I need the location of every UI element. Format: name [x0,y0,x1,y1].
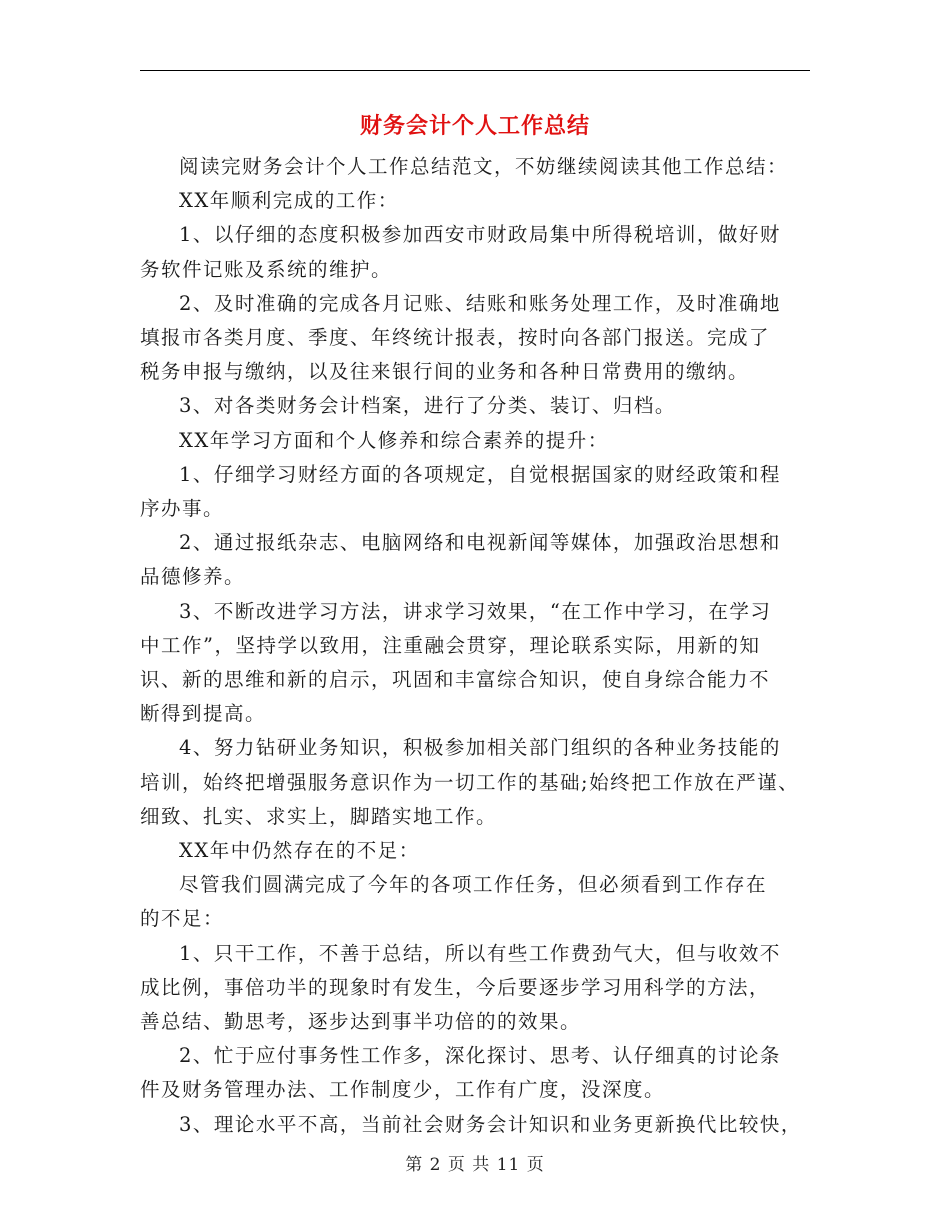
page-number-footer: 第 2 页 共 11 页 [405,1155,545,1175]
paragraph [140,218,810,286]
paragraph-line: 的不足： [140,907,225,931]
paragraph-line: 3、不断改进学习方法，讲求学习效果，“在工作中学习，在学习 [179,599,772,623]
paragraph [140,287,810,390]
document-title: 财务会计个人工作总结 [359,113,590,139]
paragraph-line: 品德修养。 [140,565,246,589]
paragraph-line: 尽管我们圆满完成了今年的各项工作任务，但必须看到工作存在 [179,873,768,897]
paragraph-line: 4、努力钻研业务知识，积极参加相关部门组织的各种业务技能的 [179,736,781,760]
paragraph-line: 识、新的思维和新的启示，巩固和丰富综合知识，使自身综合能力不 [140,668,771,692]
paragraph-line: 1、仔细学习财经方面的各项规定，自觉根据国家的财经政策和程 [179,462,781,486]
paragraph [140,595,810,732]
paragraph-line: 断得到提高。 [140,702,267,726]
paragraph [140,1108,810,1142]
paragraph-line: 成比例，事倍功半的现象时有发生，今后要逐步学习用科学的方法， [140,975,771,999]
paragraph-line: 务软件记账及系统的维护。 [140,257,393,281]
paragraph-line: 细致、扎实、求实上，脚踏实地工作。 [140,804,498,828]
paragraph-line: 中工作”，坚持学以致用，注重融会贯穿，理论联系实际，用新的知 [140,633,761,657]
paragraph-line: 3、对各类财务会计档案，进行了分类、装订、归档。 [179,394,676,418]
paragraph [140,868,810,936]
paragraph [140,424,810,458]
document-body [140,150,810,1142]
paragraph-line: 培训，始终把增强服务意识作为一切工作的基础;始终把工作放在严谨、 [140,770,800,794]
paragraph [140,1039,810,1107]
paragraph [140,184,810,218]
paragraph-line: XX年学习方面和个人修养和综合素养的提升： [179,428,609,452]
paragraph-line: 税务申报与缴纳，以及往来银行间的业务和各种日常费用的缴纳。 [140,360,750,384]
paragraph-line: 件及财务管理办法、工作制度少，工作有广度，没深度。 [140,1078,666,1102]
paragraph-line: 善总结、勤思考，逐步达到事半功倍的的效果。 [140,1010,582,1034]
paragraph-line: 阅读完财务会计个人工作总结范文，不妨继续阅读其他工作总结： [179,155,789,178]
paragraph-line: 2、及时准确的完成各月记账、结账和账务处理工作，及时准确地 [179,291,781,315]
paragraph-line: 2、忙于应付事务性工作多，深化探讨、思考、认仔细真的讨论条 [179,1044,781,1068]
header-rule [140,70,810,71]
paragraph-line: 1、只干工作，不善于总结，所以有些工作费劲气大，但与收效不 [179,941,781,965]
paragraph [140,937,810,1040]
paragraph-line: XX年顺利完成的工作： [179,189,399,213]
paragraph [140,458,810,526]
paragraph [140,834,810,868]
paragraph-line: 填报市各类月度、季度、年终统计报表，按时向各部门报送。完成了 [140,326,771,350]
paragraph-line: 2、通过报纸杂志、电脑网络和电视新闻等媒体，加强政治思想和 [179,531,781,555]
paragraph-line: XX年中仍然存在的不足： [179,839,420,863]
paragraph-line: 3、理论水平不高，当前社会财务会计知识和业务更新换代比较快， [179,1112,802,1136]
paragraph [140,150,810,184]
paragraph-line: 序办事。 [140,497,225,521]
paragraph [140,389,810,423]
paragraph [140,526,810,594]
paragraph [140,731,810,834]
paragraph-line: 1、以仔细的态度积极参加西安市财政局集中所得税培训，做好财 [179,223,781,247]
